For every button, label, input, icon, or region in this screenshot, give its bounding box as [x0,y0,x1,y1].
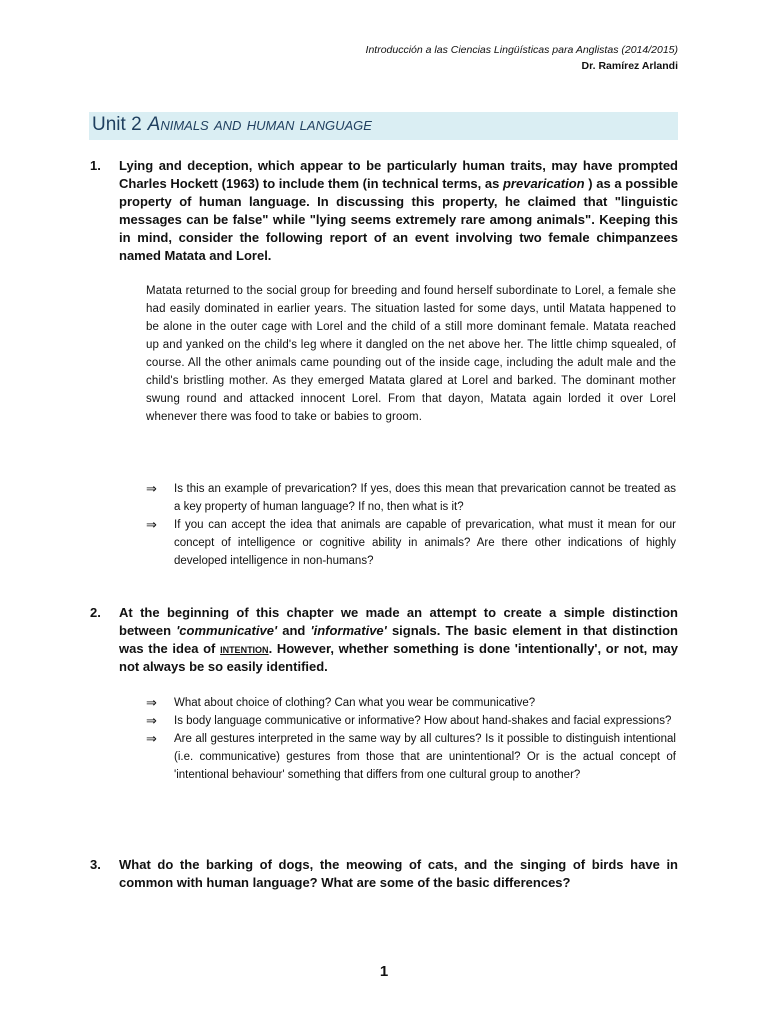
question-2-bullets [146,694,676,784]
question-3 [90,856,678,892]
term-informative: 'informative' [310,623,387,638]
double-arrow-icon: ⇒ [146,517,157,532]
bullet-item [146,730,676,784]
question-1-bullets [146,480,676,570]
text-segment: and [277,623,311,638]
unit-label: Unit 2 [92,114,142,135]
double-arrow-icon: ⇒ [146,481,157,496]
author-name: Dr. Ramírez Arlandi [581,60,678,72]
text-segment: At the beginning of this chapter we made an attempt to create a simple distinction between [119,605,678,638]
bullet-item [146,480,676,516]
text-segment: signals. The basic element in that distinction was the idea of [119,623,678,656]
bullet-text: If you can accept the idea that animals are capable of prevarication, what must it mean for our concept of intelligence or cognitive ability in animals? Are there other indications of highly developed intelligence in non-humans? [174,519,676,567]
text-segment: ) as a possible property of human language. In discussing this property, he claimed that "linguistic messages can be false" while "lying seems extremely rare among animals". Keeping this in mind, consider the following report of an event involving two female chimpanzees named Matata and Lorel. [119,176,678,263]
bullet-text: Is this an example of prevarication? If yes, does this mean that prevarication cannot be treated as a key property of human language? If no, then what is it? [174,483,676,513]
question-1 [90,157,678,265]
unit-heading [92,114,372,136]
chimpanzee-report-quote: Matata returned to the social group for breeding and found herself subordinate to Lorel, a female she had easily dominated in earlier years. The situation lasted for some days, until Matata happened to be alone in the outer cage with Lorel and the child of a still more dominant female. Matata reached up and yanked on the child's leg where it dangled on the net above her. The little chimp squealed, of course. All the other animals came pounding out of the inside cage, including the adult male and the child's bristling mother. As they emerged Matata glared at Lorel and barked. The dominant mother swung round and attacked innocent Lorel. From that dayon, Matata again lorded it over Lorel whenever there was food to take or babies to groom. [146,285,676,423]
question-number: 1. [90,158,101,173]
double-arrow-icon: ⇒ [146,695,157,710]
bullet-item [146,694,676,712]
course-title: Introducción a las Ciencias Lingüísticas para Anglistas (2014/2015) [365,44,678,56]
question-text: What do the barking of dogs, the meowing of cats, and the singing of birds have in common with human language? What are some of the basic differences? [119,857,678,890]
question-number: 3. [90,857,101,872]
term-communicative: 'communicative' [176,623,278,638]
double-arrow-icon: ⇒ [146,731,157,746]
unit-heading-bar [89,112,678,140]
term-prevarication: prevarication [502,176,585,191]
question-text [119,604,678,676]
unit-title: Animals and human language [147,114,372,135]
bullet-text: Is body language communicative or informative? How about hand-shakes and facial expressions? [174,715,672,727]
bullet-text: Are all gestures interpreted in the same way by all cultures? Is it possible to distinguish intentional (i.e. communicative) gestures from those that are unintentional? Or is the actual concept of 'intentional behaviour' something that differs from one cultural group to another? [174,733,676,781]
question-2 [90,604,678,676]
bullet-text: What about choice of clothing? Can what you wear be communicative? [174,697,536,709]
question-text [119,157,678,265]
term-intention: intention [220,641,269,656]
bullet-item [146,712,676,730]
question-number: 2. [90,605,101,620]
bullet-item [146,516,676,570]
page-number: 1 [379,963,389,980]
page-header [366,42,678,74]
text-segment: . However, whether something is done 'intentionally', or not, may not always be so easily identified. [119,641,678,674]
double-arrow-icon: ⇒ [146,713,157,728]
text-segment: Lying and deception, which appear to be particularly human traits, may have prompted Charles Hockett (1963) to include them (in technical terms, as [119,158,678,191]
